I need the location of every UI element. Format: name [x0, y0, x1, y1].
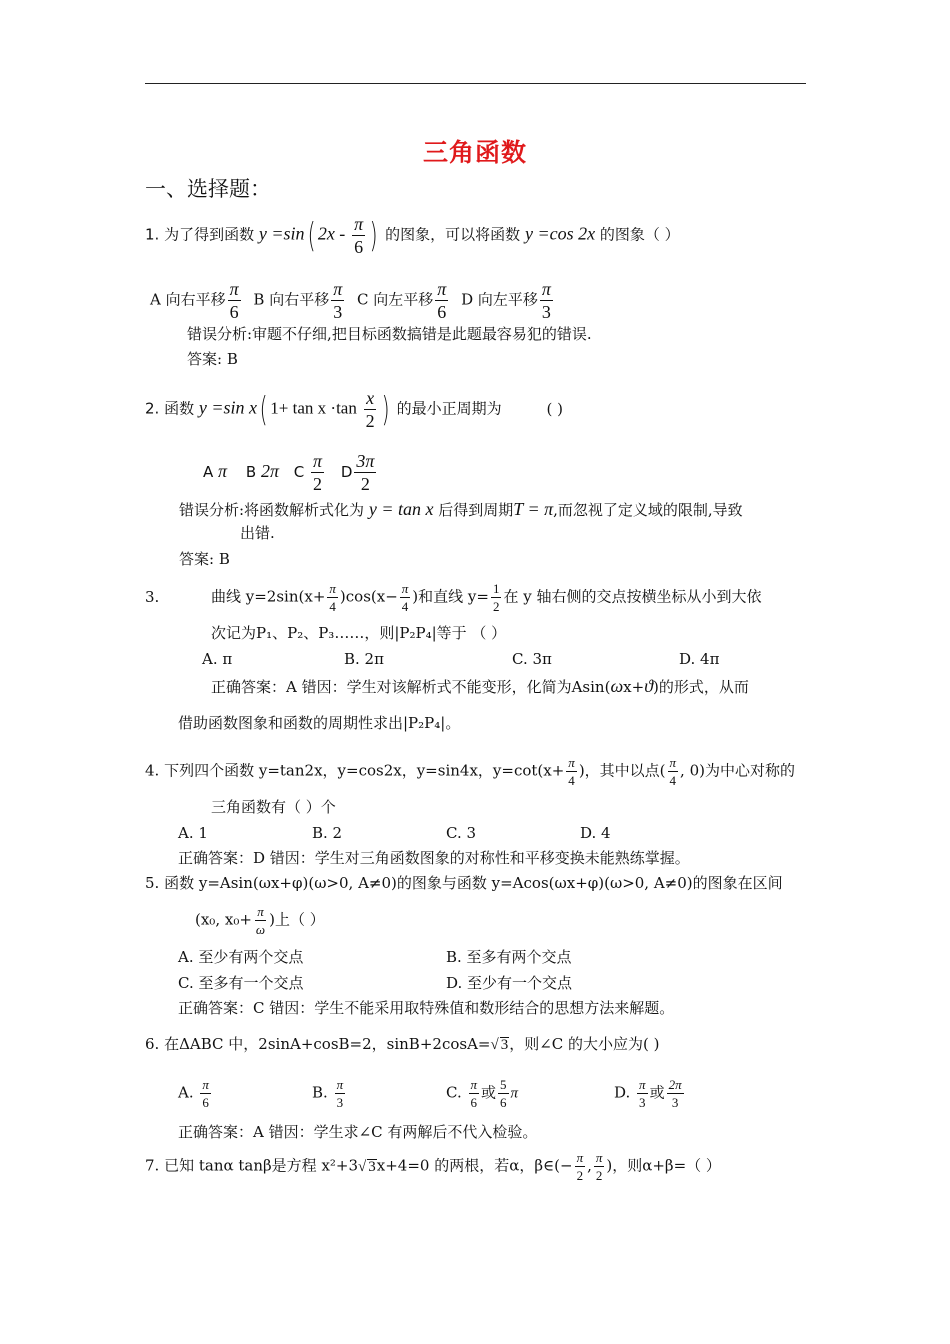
q6-option-d: D. $\frac{\pi}{3}$ 或 $\frac{2\pi}{3}$ — [614, 1077, 682, 1110]
q2-stem: 2. 函数 y =sin x( 1+ tan x ·tan $\frac{x}{2}$ ) 的最小正周期为 ( ) — [145, 388, 563, 431]
q3-answer: 正确答案：A 错因：学生对该解析式不能变形，化简为Asin(ωx+ϑ)的形式，从而 — [211, 676, 749, 696]
q5-option-a: A. 至少有两个交点 — [178, 948, 304, 966]
q5-options-row1 — [178, 950, 572, 965]
q5-option-b: B. 至多有两个交点 — [446, 948, 572, 966]
q6-stem: 6. 在ΔABC 中，2sinA+cosB=2，sinB+2cosA=√ 3，则∠C 的大小应为( ) — [145, 1035, 660, 1053]
q2-analysis: 错误分析:将函数解析式化为 y = tan x 后得到周期T = π,而忽视了定义域的限制,导致 — [179, 499, 743, 519]
q1-frac-pi-6: $\frac{\pi}{6}$ — [354, 214, 364, 257]
q1-options — [150, 280, 555, 321]
q3-option-d: D. 4π — [679, 650, 720, 668]
q4-option-a: A. 1 — [178, 824, 208, 842]
q3-options — [202, 652, 719, 667]
q5-stem-cont: (x₀, x₀+ $\frac{\pi}{\omega}$ )上（ ） — [195, 904, 325, 937]
page-title: 三角函数 — [422, 138, 527, 167]
q6-option-c: C. $\frac{\pi}{6}$ 或 $\frac{5}{6}$ π — [446, 1077, 519, 1110]
q1-option-d: D 向左平移 $\frac{\pi}{3}$ — [461, 279, 551, 322]
q3-option-a: A. π — [202, 650, 233, 668]
q2-option-b: B 2π — [245, 461, 279, 481]
q5-answer: 正确答案：C 错因：学生不能采用取特殊值和数形结合的思想方法来解题。 — [178, 999, 675, 1017]
q3-stem: 3. 曲线 y=2sin(x+ $\frac{\pi}{4}$ )cos(x− $\frac{\pi}{4}$ )和直线 y= $\frac{1}{2}$ 在 y 轴右侧的交点按横坐标从小到大依 — [145, 581, 762, 614]
q6-option-a: A. $\frac{\pi}{6}$ — [178, 1077, 209, 1110]
q2-option-d: D $\frac{3\pi}{2}$ — [340, 451, 375, 494]
q5-stem: 5. 函数 y=Asin(ωx+φ)(ω>0, A≠0)的图象与函数 y=Acos(ωx+φ)(ω>0, A≠0)的图象在区间 — [145, 874, 783, 892]
q5-option-d: D. 至少有一个交点 — [446, 974, 573, 992]
q6-answer: 正确答案：A 错因：学生求∠C 有两解后不代入检验。 — [178, 1123, 538, 1141]
q2-answer: 答案: B — [179, 550, 230, 568]
q1-option-b: B 向右平移 $\frac{\pi}{3}$ — [253, 279, 343, 322]
q3-option-b: B. 2π — [344, 650, 384, 668]
q2-options — [203, 452, 378, 493]
q6-options — [178, 1078, 686, 1109]
q4-answer: 正确答案：D 错因：学生对三角函数图象的对称性和平移变换未能熟练掌握。 — [178, 849, 690, 867]
q2-option-c: C $\frac{\pi}{2}$ — [293, 451, 323, 494]
q5-options-row2 — [178, 976, 572, 991]
q6-option-b: B. $\frac{\pi}{3}$ — [312, 1077, 344, 1110]
q5-option-c: C. 至多有一个交点 — [178, 974, 304, 992]
q1-answer: 答案: B — [187, 350, 238, 368]
q2-option-a: A π — [203, 461, 228, 481]
q3-answer-cont: 借助函数图象和函数的周期性求出|P₂P₄|。 — [178, 714, 461, 732]
section-heading: 一、选择题： — [145, 177, 271, 201]
q1-stem: 1. 为了得到函数 y =sin( 2x - $\frac{\pi}{6}$ ) 的图象，可以将函数 y =cos 2x 的图象（ ） — [145, 214, 680, 257]
q2-analysis-cont: 出错. — [240, 524, 275, 542]
header-rule — [145, 83, 806, 84]
q3-stem-cont: 次记为P₁、P₂、P₃……，则|P₂P₄|等于 （ ） — [211, 624, 507, 642]
q4-stem-cont: 三角函数有（ ）个 — [211, 798, 336, 816]
q4-option-c: C. 3 — [446, 824, 477, 842]
q1-option-a: A 向右平移 $\frac{\pi}{6}$ — [150, 279, 239, 322]
q4-stem: 4. 下列四个函数 y=tan2x，y=cos2x，y=sin4x，y=cot(x+ $\frac{\pi}{4}$ )，其中以点( $\frac{\pi}{4}$ , 0)为中心对称的 — [145, 755, 795, 788]
q1-analysis: 错误分析:审题不仔细,把目标函数搞错是此题最容易犯的错误. — [187, 325, 592, 343]
q4-options — [178, 826, 611, 841]
q4-option-d: D. 4 — [580, 824, 611, 842]
q7-stem: 7. 已知 tanα tanβ是方程 x²+3√ 3x+4=0 的两根，若α，β∈(− $\frac{\pi}{2}$ , $\frac{\pi}{2}$ )，则α+β=（ ） — [145, 1150, 721, 1183]
q4-option-b: B. 2 — [312, 824, 343, 842]
q1-option-c: C 向左平移 $\frac{\pi}{6}$ — [357, 279, 447, 322]
q3-option-c: C. 3π — [512, 650, 552, 668]
